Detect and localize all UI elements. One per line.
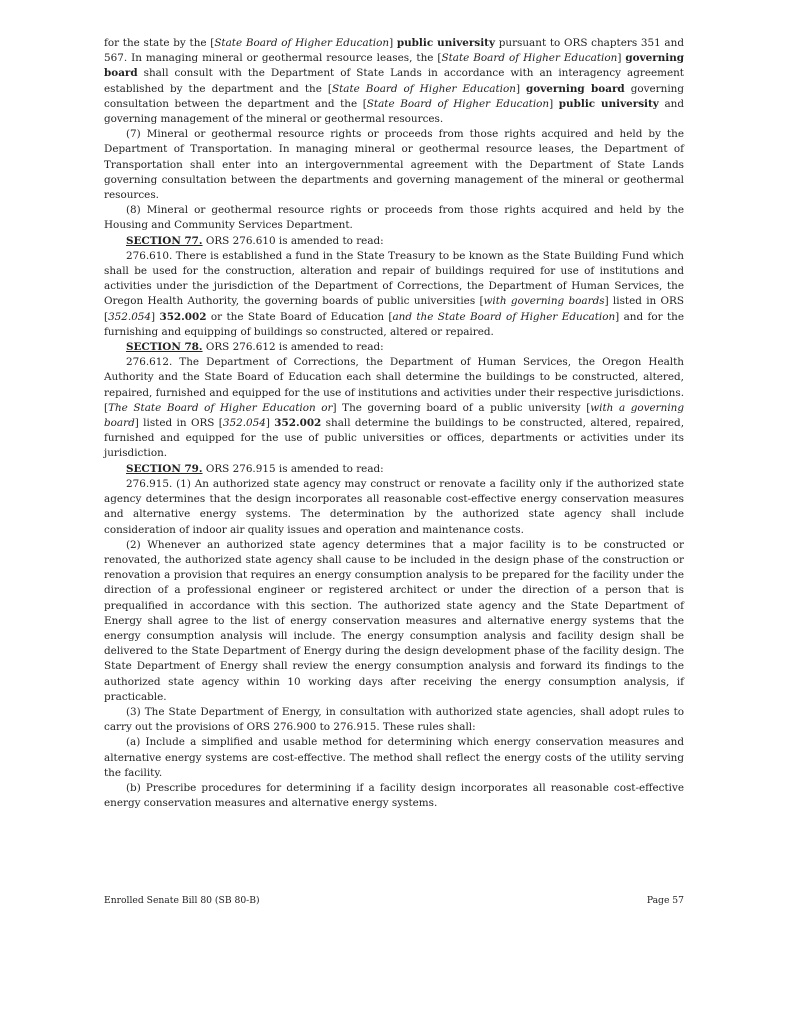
italic-text: The State Board of Higher Education or xyxy=(108,401,333,414)
section-label: SECTION 77. xyxy=(126,234,203,247)
italic-text: State Board of Higher Education xyxy=(366,97,550,110)
text-run: 276.915. (1) An authorized state agency may construct or renovate a facility only if the authorized state agency determines that the design incorporates all reasonable cost-effective energy conservation measures and alternative energy systems. The determination by the authorized state agency shall include consideration of indoor air quality issues and operation and maintenance costs. xyxy=(104,477,684,536)
text-run: or the State Board of Education [ xyxy=(206,310,393,323)
text-run: ] The governing board of a public university [ xyxy=(332,401,591,414)
italic-text: State Board of Higher Education xyxy=(441,52,618,65)
bold-text: governing board xyxy=(104,52,685,80)
paragraph xyxy=(104,127,684,203)
text-run: ] and for the furnishing and equipping of buildings so constructed, altered or repaired. xyxy=(104,310,684,338)
text-run: ORS 276.610 is amended to read: xyxy=(202,234,384,247)
document-body xyxy=(104,36,684,811)
text-run: pursuant to ORS chapters 351 and 567. In managing mineral or geothermal resource leases, the [ xyxy=(104,37,684,65)
text-run: (7) Mineral or geothermal resource rights or proceeds from those rights acquired and held by the Department of Transportation. In managing mineral or geothermal resource leases, the Department of Transportation shall enter into an intergovernmental agreement with the Department of State Lands governing consultation between the departments and governing management of the mineral or geothermal resources. xyxy=(104,128,684,202)
text-run: and governing management of the mineral or geothermal resources. xyxy=(104,97,684,126)
text-run: (a) Include a simplified and usable method for determining which energy conservation measures and alternative energy systems are cost-effective. The method shall reflect the energy costs of the utility serving the facility. xyxy=(104,736,684,779)
paragraph xyxy=(104,705,684,735)
text-run: ] listed in ORS [ xyxy=(134,417,223,430)
paragraph xyxy=(104,249,684,340)
italic-text: State Board of Higher Education xyxy=(331,82,516,95)
text-run: (2) Whenever an authorized state agency determines that a major facility is to be constructed or renovated, the authorized state agency shall cause to be included in the design phase of the construction or renovation a provision that requires an energy consumption analysis to be prepared for the facility under the direction of a professional engineer or registered architect or under the direction of a person that is prequalified in accordance with this section. The authorized state agency and the State Department of Energy shall agree to the list of energy conservation measures and alternative energy systems that the energy consumption analysis will include. The energy consumption analysis and facility design shall be delivered to the State Department of Energy during the design development phase of the facility design. The State Department of Energy shall review the energy consumption analysis and forward its findings to the authorized state agency within 10 working days after receiving the energy consumption analysis, if practicable. xyxy=(104,538,684,703)
text-run: 276.610. There is established a fund in the State Treasury to be known as the State Building Fund which shall be used for the construction, alteration and repair of buildings required for use of institutions and activities under the jurisdiction of the Department of Corrections, the Department of Human Services, the Oregon Health Authority, the governing boards of public universities [ xyxy=(104,249,684,308)
paragraph xyxy=(104,355,684,461)
italic-text: with governing boards xyxy=(483,295,605,308)
text-run: ORS 276.612 is amended to read: xyxy=(202,341,384,354)
italic-text: 352.054 xyxy=(222,417,266,430)
italic-text: with a governing board xyxy=(104,401,685,430)
text-run: ] xyxy=(617,52,626,65)
text-run: shall determine the buildings to be constructed, altered, repaired, furnished and equipped for the use of public universities or offices, departments or activities under its jurisdiction. xyxy=(104,417,684,460)
text-run: ] xyxy=(265,417,275,430)
italic-text: 352.054 xyxy=(108,310,152,323)
section-label: SECTION 78. xyxy=(126,341,203,354)
bold-text: public university xyxy=(396,37,495,49)
paragraph xyxy=(104,781,684,811)
text-run: ORS 276.915 is amended to read: xyxy=(202,462,384,475)
section-heading xyxy=(104,340,684,355)
text-run: 276.612. The Department of Corrections, the Department of Human Services, the Oregon Health Authority and the State Board of Education each shall determine the buildings to be constructed, altered, repaired, furnished and equipped for the use of institutions and activities under their respective jurisdictions. [ xyxy=(104,356,684,414)
text-run: (b) Prescribe procedures for determining if a facility design incorporates all reasonable cost-effective energy conservation measures and alternative energy systems. xyxy=(104,781,684,810)
text-run: governing consultation between the department and the [ xyxy=(104,82,684,110)
bold-text: public university xyxy=(558,97,659,110)
paragraph xyxy=(104,477,684,538)
text-run: (8) Mineral or geothermal resource rights or proceeds from those rights acquired and held by the Housing and Community Services Department. xyxy=(104,204,684,232)
text-run: (3) The State Department of Energy, in consultation with authorized state agencies, shall adopt rules to carry out the provisions of ORS 276.900 to 276.915. These rules shall: xyxy=(104,705,684,734)
bold-text: 352.002 xyxy=(159,310,207,323)
italic-text: and the State Board of Higher Education xyxy=(392,310,616,323)
section-heading xyxy=(104,234,684,249)
text-run: shall consult with the Department of State Lands in accordance with an interagency agreement established by the department and the [ xyxy=(104,67,684,95)
paragraph xyxy=(104,36,684,127)
paragraph xyxy=(104,203,684,233)
text-run: ] listed in ORS [ xyxy=(104,295,684,323)
text-run: ] xyxy=(389,37,397,49)
text-run: ] xyxy=(515,82,527,95)
text-run: ] xyxy=(549,97,559,110)
footer-page-number: Page 57 xyxy=(646,895,684,906)
section-label: SECTION 79. xyxy=(126,462,203,475)
italic-text: State Board of Higher Education xyxy=(214,37,390,49)
footer-bill-title: Enrolled Senate Bill 80 (SB 80-B) xyxy=(104,895,260,906)
text-run: ] xyxy=(151,310,160,323)
paragraph xyxy=(104,735,684,781)
bold-text: governing board xyxy=(526,82,625,95)
text-run: for the state by the [ xyxy=(104,37,215,49)
paragraph xyxy=(104,538,684,705)
bold-text: 352.002 xyxy=(274,417,322,430)
page-footer xyxy=(104,895,684,906)
section-heading xyxy=(104,462,684,477)
